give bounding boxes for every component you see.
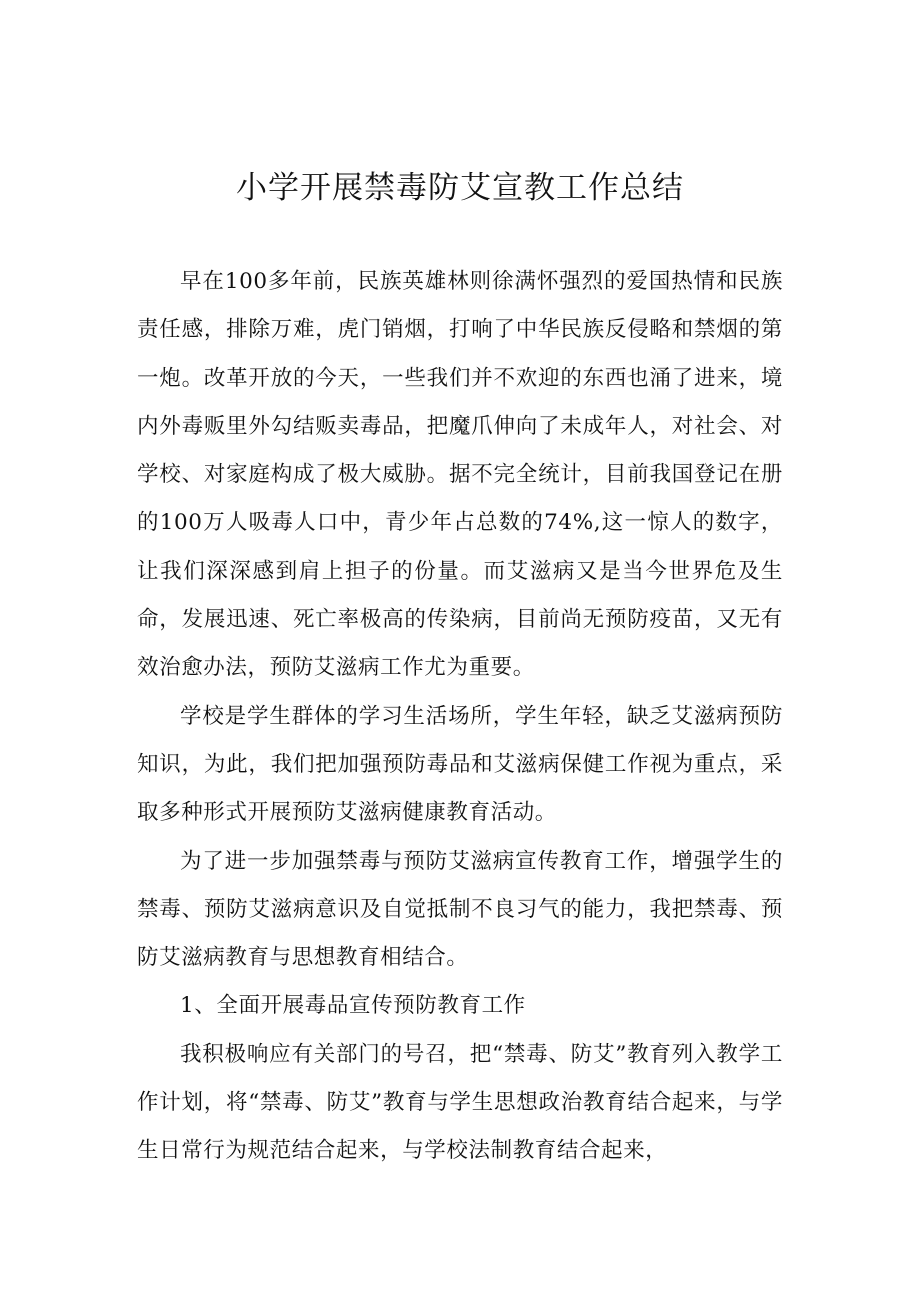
document-body <box>137 258 783 1176</box>
paragraph-school: 学校是学生群体的学习生活场所，学生年轻，缺乏艾滋病预防知识，为此，我们把加强预防毒品和艾滋病保健工作视为重点，采取多种形式开展预防艾滋病健康教育活动。 <box>137 703 783 826</box>
paragraph-intro: 早在100多年前，民族英雄林则徐满怀强烈的爱国热情和民族责任感，排除万难，虎门销烟，打响了中华民族反侵略和禁烟的第一炮。改革开放的今天，一些我们并不欢迎的东西也涌了进来，境内外毒贩里外勾结贩卖毒品，把魔爪伸向了未成年人，对社会、对学校、对家庭构成了极大威胁。据不完全统计，目前我国登记在册的100万人吸毒人口中，青少年占总数的74%,这一惊人的数字，让我们深深感到肩上担子的份量。而艾滋病又是当今世界危及生命，发展迅速、死亡率极高的传染病，目前尚无预防疫苗，又无有效治愈办法，预防艾滋病工作尤为重要。 <box>137 269 783 681</box>
document-title: 小学开展禁毒防艾宣教工作总结 <box>236 170 684 206</box>
section-heading: 1、全面开展毒品宣传预防教育工作 <box>180 993 526 1019</box>
paragraph-purpose: 为了进一步加强禁毒与预防艾滋病宣传教育工作，增强学生的禁毒、预防艾滋病意识及自觉抵制不良习气的能力，我把禁毒、预防艾滋病教育与思想教育相结合。 <box>137 848 783 971</box>
paragraph-section-1: 我积极响应有关部门的号召，把“禁毒、防艾”教育列入教学工作计划，将“禁毒、防艾”教育与学生思想政治教育结合起来，与学生日常行为规范结合起来，与学校法制教育结合起来， <box>137 1041 783 1164</box>
